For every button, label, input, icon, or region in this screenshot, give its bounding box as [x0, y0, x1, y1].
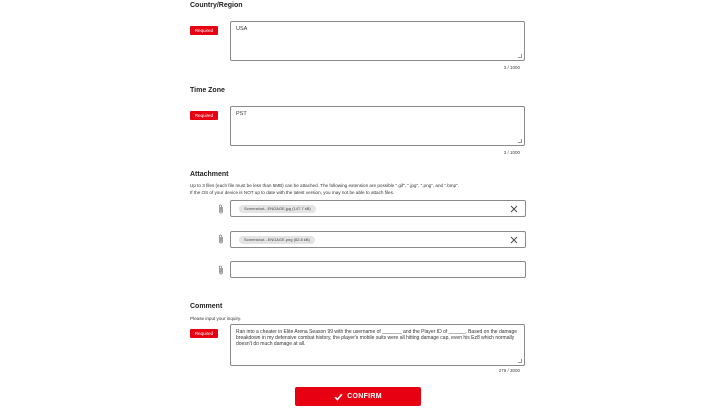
resize-handle-icon[interactable]: [518, 139, 522, 143]
checkmark-icon: [334, 393, 343, 401]
paperclip-icon: [217, 265, 225, 275]
time-zone-title: Time Zone: [190, 87, 225, 94]
comment-input[interactable]: [230, 324, 525, 366]
required-badge: Required: [190, 111, 218, 120]
attachment-note-size: Up to 3 files (each file must be less than 5MB) can be attached. The following extension are possible ".gif", ".jpg", ".png", and ".bmp".: [190, 183, 460, 188]
attachment-title: Attachment: [190, 171, 229, 178]
confirm-button[interactable]: [295, 387, 421, 406]
time-zone-input[interactable]: [230, 106, 525, 146]
required-badge: Required: [190, 329, 218, 338]
comment-char-counter: 279 / 3000: [498, 368, 520, 373]
confirm-label: CONFIRM: [347, 393, 382, 400]
attachment-slot-2[interactable]: [230, 231, 526, 248]
paperclip-icon: [217, 234, 225, 244]
remove-file-close-icon[interactable]: [509, 204, 519, 214]
comment-hint: Please input your inquiry.: [190, 316, 242, 321]
time-zone-value: PST: [236, 111, 247, 117]
paperclip-icon: [217, 204, 225, 214]
attachment-slot-1[interactable]: [230, 200, 526, 217]
country-region-value: USA: [236, 26, 248, 32]
attached-file-chip: Screenshot...ENGAGE.jpg (147.7 kB): [239, 205, 316, 213]
attachment-note-os: If the OS of your device is NOT up to date with the latest version, you may not be able to attach files.: [190, 190, 395, 195]
time-zone-char-counter: 3 / 1000: [503, 150, 520, 155]
required-badge: Required: [190, 26, 218, 35]
resize-handle-icon[interactable]: [518, 359, 522, 363]
attachment-slot-3[interactable]: [230, 261, 526, 278]
comment-value: Ran into a cheater in Elite Arena Season 99 with the username of _______ and the Player ID of ______. Based on the damage breakdown in my defensive combat history, the player's mobile suits were all hitting damage cap, even his Ez8 which normally doesn't do much damage at all.: [236, 329, 518, 348]
country-region-title: Country/Region: [190, 2, 243, 9]
resize-handle-icon[interactable]: [518, 54, 522, 58]
country-char-counter: 3 / 1000: [503, 65, 520, 70]
comment-title: Comment: [190, 303, 223, 310]
remove-file-close-icon[interactable]: [509, 235, 519, 245]
country-region-input[interactable]: [230, 21, 525, 61]
attached-file-chip: Screenshot...ENGAGE.png (82.8 kB): [239, 236, 315, 244]
